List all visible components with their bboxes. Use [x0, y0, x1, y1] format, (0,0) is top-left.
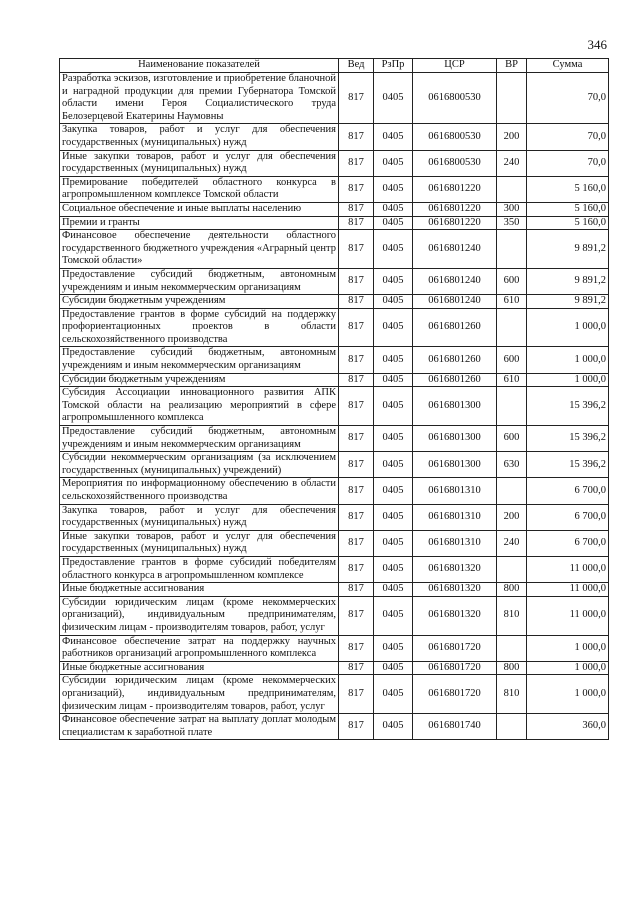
cell-name: Премии и гранты [60, 216, 339, 230]
table-row [60, 73, 609, 124]
cell-ved: 817 [339, 347, 374, 373]
column-header-rzpr: РзПр [374, 59, 413, 73]
cell-rzpr: 0405 [374, 504, 413, 530]
cell-rzpr: 0405 [374, 295, 413, 309]
column-header-ved: Вед [339, 59, 374, 73]
cell-sum: 1 000,0 [527, 661, 609, 675]
table-row [60, 202, 609, 216]
cell-vr: 600 [497, 347, 527, 373]
cell-csr: 0616801310 [413, 530, 497, 556]
cell-name: Субсидия Ассоциации инновационного развития АПК Томской области на реализацию мероприятий в сфере агропромышленного комплекса [60, 387, 339, 426]
cell-name: Субсидии бюджетным учреждениям [60, 295, 339, 309]
cell-ved: 817 [339, 530, 374, 556]
cell-ved: 817 [339, 583, 374, 597]
cell-sum: 6 700,0 [527, 504, 609, 530]
table-row [60, 308, 609, 347]
cell-name: Субсидии некоммерческим организациям (за исключением государственных (муниципальных) учреждений) [60, 452, 339, 478]
cell-ved: 817 [339, 596, 374, 635]
cell-rzpr: 0405 [374, 556, 413, 582]
cell-csr: 0616801320 [413, 556, 497, 582]
cell-name: Финансовое обеспечение затрат на выплату доплат молодым специалистам к заработной плате [60, 714, 339, 740]
cell-name: Субсидии юридическим лицам (кроме некоммерческих организаций), индивидуальным предпринимателям, физическим лицам - производителям товаров, работ, услуг [60, 596, 339, 635]
cell-sum: 5 160,0 [527, 202, 609, 216]
cell-csr: 0616801320 [413, 596, 497, 635]
table-row [60, 124, 609, 150]
cell-ved: 817 [339, 387, 374, 426]
cell-rzpr: 0405 [374, 73, 413, 124]
cell-rzpr: 0405 [374, 230, 413, 269]
table-row [60, 230, 609, 269]
cell-csr: 0616801300 [413, 452, 497, 478]
table-row [60, 295, 609, 309]
cell-rzpr: 0405 [374, 635, 413, 661]
cell-rzpr: 0405 [374, 216, 413, 230]
table-row [60, 347, 609, 373]
cell-csr: 0616801740 [413, 714, 497, 740]
cell-csr: 0616800530 [413, 73, 497, 124]
cell-name: Разработка эскизов, изготовление и приобретение бланочной и наградной продукции для премии Губернатора Томской области имени Героя Социалистического труда Белозерцевой Екатерины Наумовны [60, 73, 339, 124]
cell-csr: 0616801240 [413, 295, 497, 309]
cell-rzpr: 0405 [374, 478, 413, 504]
cell-vr [497, 556, 527, 582]
cell-sum: 11 000,0 [527, 596, 609, 635]
cell-vr: 200 [497, 504, 527, 530]
cell-sum: 11 000,0 [527, 556, 609, 582]
table-row [60, 504, 609, 530]
cell-sum: 70,0 [527, 73, 609, 124]
cell-sum: 9 891,2 [527, 230, 609, 269]
cell-vr: 630 [497, 452, 527, 478]
table-row [60, 661, 609, 675]
cell-ved: 817 [339, 504, 374, 530]
cell-rzpr: 0405 [374, 268, 413, 294]
cell-ved: 817 [339, 714, 374, 740]
cell-sum: 70,0 [527, 150, 609, 176]
cell-vr: 300 [497, 202, 527, 216]
cell-ved: 817 [339, 478, 374, 504]
cell-rzpr: 0405 [374, 661, 413, 675]
table-header-row [60, 59, 609, 73]
cell-vr: 800 [497, 583, 527, 597]
cell-vr: 240 [497, 150, 527, 176]
cell-ved: 817 [339, 452, 374, 478]
cell-name: Предоставление субсидий бюджетным, автономным учреждениям и иным некоммерческим организациям [60, 268, 339, 294]
cell-sum: 360,0 [527, 714, 609, 740]
cell-sum: 11 000,0 [527, 583, 609, 597]
cell-vr [497, 73, 527, 124]
cell-sum: 1 000,0 [527, 675, 609, 714]
cell-rzpr: 0405 [374, 714, 413, 740]
cell-ved: 817 [339, 373, 374, 387]
cell-sum: 1 000,0 [527, 373, 609, 387]
cell-csr: 0616801720 [413, 635, 497, 661]
cell-rzpr: 0405 [374, 530, 413, 556]
column-header-csr: ЦСР [413, 59, 497, 73]
cell-rzpr: 0405 [374, 308, 413, 347]
column-header-vr: ВР [497, 59, 527, 73]
cell-csr: 0616801260 [413, 308, 497, 347]
cell-name: Предоставление субсидий бюджетным, автономным учреждениям и иным некоммерческим организациям [60, 426, 339, 452]
cell-sum: 1 000,0 [527, 347, 609, 373]
cell-vr: 600 [497, 268, 527, 294]
cell-name: Предоставление грантов в форме субсидий на поддержку профориентационных проектов в области сельскохозяйственного производства [60, 308, 339, 347]
cell-ved: 817 [339, 308, 374, 347]
cell-vr: 810 [497, 675, 527, 714]
table-row [60, 478, 609, 504]
cell-csr: 0616801220 [413, 176, 497, 202]
cell-rzpr: 0405 [374, 202, 413, 216]
table-row [60, 426, 609, 452]
cell-sum: 9 891,2 [527, 295, 609, 309]
cell-vr: 600 [497, 426, 527, 452]
cell-ved: 817 [339, 295, 374, 309]
cell-sum: 6 700,0 [527, 530, 609, 556]
cell-vr: 810 [497, 596, 527, 635]
cell-sum: 70,0 [527, 124, 609, 150]
column-header-sum: Сумма [527, 59, 609, 73]
cell-sum: 15 396,2 [527, 387, 609, 426]
cell-sum: 15 396,2 [527, 426, 609, 452]
cell-ved: 817 [339, 556, 374, 582]
cell-vr: 200 [497, 124, 527, 150]
cell-name: Финансовое обеспечение затрат на поддержку научных работников организаций агропромышленного комплекса [60, 635, 339, 661]
cell-vr: 240 [497, 530, 527, 556]
cell-rzpr: 0405 [374, 675, 413, 714]
budget-table [59, 58, 609, 740]
cell-rzpr: 0405 [374, 150, 413, 176]
cell-rzpr: 0405 [374, 176, 413, 202]
table-row [60, 216, 609, 230]
cell-name: Иные бюджетные ассигнования [60, 583, 339, 597]
cell-rzpr: 0405 [374, 373, 413, 387]
cell-ved: 817 [339, 124, 374, 150]
cell-csr: 0616800530 [413, 124, 497, 150]
cell-vr [497, 176, 527, 202]
cell-csr: 0616801300 [413, 426, 497, 452]
cell-vr [497, 478, 527, 504]
table-row [60, 675, 609, 714]
cell-vr [497, 230, 527, 269]
cell-vr: 800 [497, 661, 527, 675]
table-row [60, 373, 609, 387]
cell-vr [497, 308, 527, 347]
table-row [60, 714, 609, 740]
cell-name: Субсидии юридическим лицам (кроме некоммерческих организаций), индивидуальным предпринимателям, физическим лицам - производителям товаров, работ, услуг [60, 675, 339, 714]
table-row [60, 530, 609, 556]
cell-sum: 5 160,0 [527, 216, 609, 230]
table-row [60, 452, 609, 478]
cell-csr: 0616801310 [413, 504, 497, 530]
cell-name: Иные бюджетные ассигнования [60, 661, 339, 675]
cell-sum: 1 000,0 [527, 635, 609, 661]
cell-name: Предоставление субсидий бюджетным, автономным учреждениям и иным некоммерческим организациям [60, 347, 339, 373]
page-number: 346 [587, 37, 607, 52]
table-row [60, 268, 609, 294]
cell-vr [497, 387, 527, 426]
cell-name: Закупка товаров, работ и услуг для обеспечения государственных (муниципальных) нужд [60, 504, 339, 530]
cell-ved: 817 [339, 150, 374, 176]
cell-csr: 0616801240 [413, 268, 497, 294]
cell-name: Субсидии бюджетным учреждениям [60, 373, 339, 387]
cell-csr: 0616801260 [413, 347, 497, 373]
cell-sum: 6 700,0 [527, 478, 609, 504]
cell-ved: 817 [339, 230, 374, 269]
cell-rzpr: 0405 [374, 347, 413, 373]
cell-rzpr: 0405 [374, 387, 413, 426]
cell-rzpr: 0405 [374, 426, 413, 452]
cell-ved: 817 [339, 73, 374, 124]
cell-ved: 817 [339, 661, 374, 675]
table-row [60, 387, 609, 426]
cell-vr [497, 635, 527, 661]
cell-csr: 0616801220 [413, 202, 497, 216]
table-row [60, 150, 609, 176]
cell-csr: 0616801720 [413, 661, 497, 675]
cell-csr: 0616801260 [413, 373, 497, 387]
cell-sum: 5 160,0 [527, 176, 609, 202]
cell-ved: 817 [339, 268, 374, 294]
cell-sum: 1 000,0 [527, 308, 609, 347]
cell-csr: 0616801310 [413, 478, 497, 504]
cell-rzpr: 0405 [374, 452, 413, 478]
cell-rzpr: 0405 [374, 596, 413, 635]
cell-csr: 0616801300 [413, 387, 497, 426]
cell-ved: 817 [339, 426, 374, 452]
cell-ved: 817 [339, 216, 374, 230]
cell-vr: 350 [497, 216, 527, 230]
cell-rzpr: 0405 [374, 124, 413, 150]
cell-csr: 0616801220 [413, 216, 497, 230]
cell-name: Мероприятия по информационному обеспечению в области сельскохозяйственного производства [60, 478, 339, 504]
cell-name: Финансовое обеспечение деятельности областного государственного бюджетного учреждения «Аграрный центр Томской области» [60, 230, 339, 269]
column-header-name: Наименование показателей [60, 59, 339, 73]
cell-name: Закупка товаров, работ и услуг для обеспечения государственных (муниципальных) нужд [60, 124, 339, 150]
cell-ved: 817 [339, 675, 374, 714]
cell-rzpr: 0405 [374, 583, 413, 597]
cell-vr: 610 [497, 295, 527, 309]
cell-name: Иные закупки товаров, работ и услуг для обеспечения государственных (муниципальных) нужд [60, 530, 339, 556]
cell-vr: 610 [497, 373, 527, 387]
cell-csr: 0616800530 [413, 150, 497, 176]
table-row [60, 556, 609, 582]
cell-sum: 15 396,2 [527, 452, 609, 478]
cell-ved: 817 [339, 635, 374, 661]
cell-sum: 9 891,2 [527, 268, 609, 294]
cell-vr [497, 714, 527, 740]
cell-name: Иные закупки товаров, работ и услуг для обеспечения государственных (муниципальных) нужд [60, 150, 339, 176]
table-row [60, 176, 609, 202]
cell-name: Премирование победителей областного конкурса в агропромышленном комплексе Томской области [60, 176, 339, 202]
table-row [60, 596, 609, 635]
cell-name: Предоставление грантов в форме субсидий победителям областного конкурса в агропромышленном комплексе [60, 556, 339, 582]
cell-ved: 817 [339, 202, 374, 216]
table-row [60, 635, 609, 661]
cell-csr: 0616801720 [413, 675, 497, 714]
cell-ved: 817 [339, 176, 374, 202]
cell-csr: 0616801320 [413, 583, 497, 597]
table-row [60, 583, 609, 597]
cell-name: Социальное обеспечение и иные выплаты населению [60, 202, 339, 216]
cell-csr: 0616801240 [413, 230, 497, 269]
